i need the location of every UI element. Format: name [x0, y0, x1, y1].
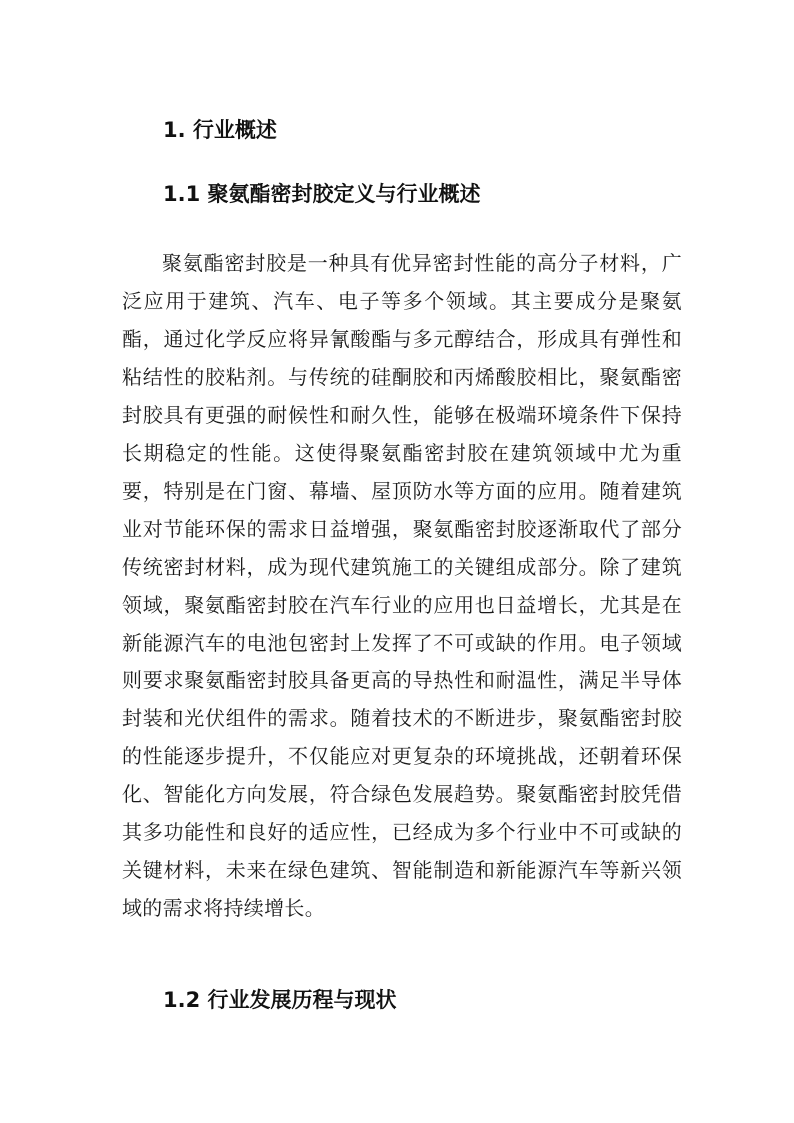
- section-1-2-heading: 1.2 行业发展历程与现状: [163, 988, 397, 1012]
- section-1-1-paragraph: 聚氨酯密封胶是一种具有优异密封性能的高分子材料，广泛应用于建筑、汽车、电子等多个领域。其主要成分是聚氨酯，通过化学反应将异氰酸酯与多元醇结合，形成具有弹性和粘结性的胶粘剂。与传统的硅酮胶和丙烯酸胶相比，聚氨酯密封胶具有更强的耐候性和耐久性，能够在极端环境条件下保持长期稳定的性能。这使得聚氨酯密封胶在建筑领域中尤为重要，特别是在门窗、幕墙、屋顶防水等方面的应用。随着建筑业对节能环保的需求日益增强，聚氨酯密封胶逐渐取代了部分传统密封材料，成为现代建筑施工的关键组成部分。除了建筑领域，聚氨酯密封胶在汽车行业的应用也日益增长，尤其是在新能源汽车的电池包密封上发挥了不可或缺的作用。电子领域则要求聚氨酯密封胶具备更高的导热性和耐温性，满足半导体封装和光伏组件的需求。随着技术的不断进步，聚氨酯密封胶的性能逐步提升，不仅能应对更复杂的环境挑战，还朝着环保化、智能化方向发展，符合绿色发展趋势。聚氨酯密封胶凭借其多功能性和良好的适应性，已经成为多个行业中不可或缺的关键材料，未来在绿色建筑、智能制造和新能源汽车等新兴领域的需求将持续增长。: [122, 251, 682, 921]
- chapter-heading: 1. 行业概述: [163, 118, 277, 142]
- section-1-1-heading: 1.1 聚氨酯密封胶定义与行业概述: [163, 182, 481, 206]
